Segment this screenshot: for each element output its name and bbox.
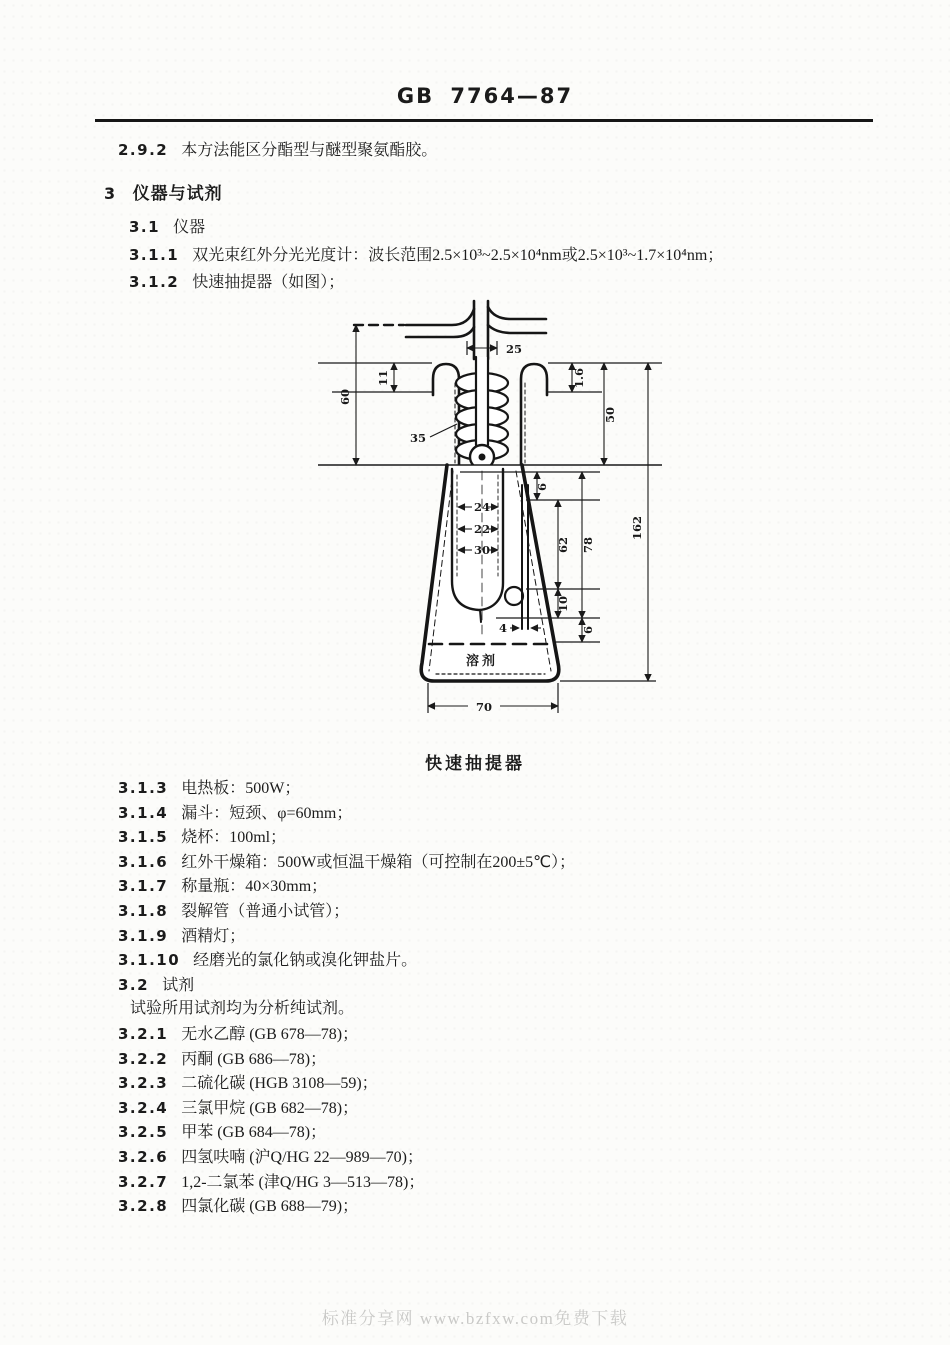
instrument-list-top — [129, 214, 723, 297]
left-arm-tube — [406, 309, 474, 325]
left-arm-tube — [406, 327, 474, 337]
item-text: 本方法能区分酯型与醚型聚氨酯胶。 — [181, 142, 438, 159]
list-item — [118, 801, 575, 826]
list-item — [118, 948, 575, 973]
dim-label-inner-tube-height: 78 — [581, 536, 595, 554]
right-arm-tube — [488, 307, 546, 319]
item-number: 3.1.7 — [118, 877, 169, 896]
item-number: 3.1.6 — [118, 852, 169, 871]
section-heading — [104, 179, 223, 204]
list-item — [118, 1022, 575, 1047]
list-item — [118, 1194, 575, 1219]
dim-label-coil: 35 — [409, 431, 427, 445]
item-number: 3.2 — [118, 975, 150, 994]
item-text: 裂解管（普通小试管）； — [181, 902, 350, 920]
item-number: 3.1.2 — [129, 273, 180, 291]
dim-label-tube-mid-height: 62 — [556, 536, 570, 554]
list-item-note — [118, 997, 575, 1022]
page-title: GB 7764—87 — [396, 84, 574, 108]
item-text: 双光束红外分光光度计：波长范围2.5×10³~2.5×10⁴nm或2.5×10³~1.7×10⁴nm； — [192, 246, 724, 264]
dim-label-tip-width: 4 — [498, 621, 507, 635]
solvent-label: 溶剂 — [465, 654, 499, 669]
figure-extractor-diagram — [310, 293, 670, 745]
list-item — [118, 776, 575, 801]
list-item — [118, 850, 575, 875]
tube-mask — [477, 357, 487, 445]
item-number: 3.2.6 — [118, 1147, 169, 1166]
item-number: 3.1.5 — [118, 828, 169, 847]
list-item — [118, 924, 575, 949]
item-text: 仪器 — [173, 219, 206, 236]
list-item — [118, 1096, 575, 1121]
item-text: 四氯化碳 (GB 688—79)； — [181, 1198, 359, 1216]
item-number: 3.1.3 — [118, 779, 169, 797]
list-item — [118, 1120, 575, 1145]
ball-joint-dot — [479, 454, 486, 461]
item-text: 快速抽提器（如图）； — [192, 274, 345, 291]
header-rule — [95, 119, 873, 122]
dim-label-gap-top: 6 — [535, 482, 549, 492]
list-item — [118, 1071, 575, 1096]
item-text: 漏斗：短颈、φ=60mm； — [181, 804, 353, 822]
item-text: 试剂 — [162, 976, 195, 994]
item-number: 3.1.8 — [118, 901, 169, 920]
item-text: 经磨光的氯化钠或溴化钾盐片。 — [193, 952, 418, 970]
dim-label-mouth-width: 25 — [506, 342, 523, 356]
list-item — [118, 899, 575, 924]
siphon-loop — [505, 587, 523, 605]
list-item — [118, 825, 575, 850]
list-item-subheading — [118, 973, 575, 998]
dim-label-width-top: 24 — [473, 500, 491, 514]
equipment-reagent-list — [118, 776, 575, 1219]
item-number: 3.1.1 — [129, 245, 180, 264]
clause-2-9-2 — [118, 137, 437, 160]
item-number: 3.2.2 — [118, 1049, 169, 1068]
item-number: 3.2.3 — [118, 1074, 169, 1093]
flask-body — [421, 465, 559, 681]
dim-label-neck-height: 50 — [603, 406, 617, 424]
item-text: 酒精灯； — [181, 927, 246, 945]
item-text: 烧杯：100ml； — [181, 829, 287, 847]
item-number: 3.1.4 — [118, 803, 169, 822]
item-text: 二硫化碳 (HGB 3108—59)； — [181, 1075, 378, 1093]
item-text: 称量瓶：40×30mm； — [181, 878, 328, 896]
dim-label-lip-height: 11 — [376, 369, 390, 387]
list-item — [118, 1047, 575, 1072]
list-item — [118, 1145, 575, 1170]
item-number: 3.1.10 — [118, 951, 181, 970]
item-number: 3.1.9 — [118, 926, 169, 945]
dim-label-width-mid: 22 — [473, 522, 491, 536]
item-text: 1,2-二氯苯 (津Q/HG 3—513—78)； — [181, 1173, 425, 1191]
item-number: 3.1 — [129, 218, 161, 236]
item-text: 甲苯 (GB 684—78)； — [181, 1124, 327, 1142]
list-item — [129, 214, 723, 242]
item-text: 试验所用试剂均为分析纯试剂。 — [130, 1000, 355, 1018]
item-number: 3.2.5 — [118, 1123, 169, 1142]
right-arm-tube — [488, 325, 546, 333]
dim-label-loop-height: 10 — [556, 595, 570, 613]
item-number: 3.2.7 — [118, 1172, 169, 1191]
item-text: 四氢呋喃 (沪Q/HG 22—989—70)； — [181, 1148, 423, 1166]
dim-label-total-height: 162 — [630, 515, 644, 541]
list-item — [118, 1170, 575, 1195]
item-text: 丙酮 (GB 686—78)； — [181, 1050, 327, 1068]
item-text: 电热板：500W； — [181, 780, 301, 797]
dim-label-gap-bottom: 6 — [581, 625, 595, 635]
dim-label-wall-thickness: 1.6 — [572, 367, 586, 389]
item-text: 三氯甲烷 (GB 682—78)； — [181, 1099, 359, 1117]
dim-label-width-bottom: 30 — [473, 543, 491, 557]
item-text: 无水乙醇 (GB 678—78)； — [181, 1025, 359, 1043]
section-title: 仪器与试剂 — [132, 184, 223, 203]
item-number: 3.2.8 — [118, 1197, 169, 1216]
dim-label-upper-height: 60 — [338, 388, 352, 406]
figure-caption: 快速抽提器 — [425, 754, 525, 773]
section-number: 3 — [104, 184, 117, 203]
list-item — [118, 874, 575, 899]
dim-label-base-width: 70 — [475, 700, 493, 714]
item-number: 2.9.2 — [118, 141, 169, 159]
inner-tube-tip — [480, 610, 481, 622]
watermark-text: 标准分享网 www.bzfxw.com免费下载 — [321, 1309, 629, 1328]
item-number: 3.2.4 — [118, 1098, 169, 1117]
list-item — [129, 242, 723, 270]
glassware-outline — [354, 301, 559, 681]
item-text: 红外干燥箱：500W或恒温干燥箱（可控制在200±5℃）； — [181, 853, 576, 871]
item-number: 3.2.1 — [118, 1024, 169, 1043]
